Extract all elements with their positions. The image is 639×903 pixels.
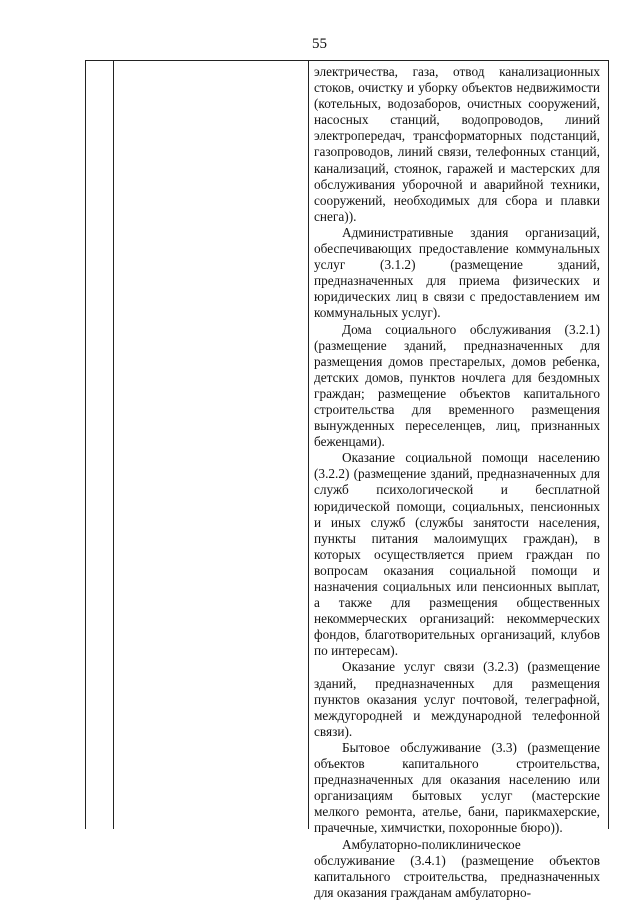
column-divider-2: [308, 61, 309, 829]
paragraph-admin-buildings: Административные здания организаций, обеспечивающих предоставление коммунальных услуг (3.1.2) (размещение зданий, предназначенных для приема физических и юридических лиц в связи с предоставлением им коммунальных услуг).: [314, 224, 600, 321]
page-number: 55: [312, 36, 327, 52]
paragraph-communication-services: Оказание услуг связи (3.2.3) (размещение зданий, предназначенных для размещения пунктов оказания услуг почтовой, телеграфной, междугородней и международной телефонной связи).: [314, 659, 600, 739]
paragraph-consumer-services: Бытовое обслуживание (3.3) (размещение объектов капитального строительства, предназначенных для оказания населению или организациям бытовых услуг (мастерские мелкого ремонта, ателье, бани, парикмахерские, прачечные, химчистки, похоронные бюро)).: [314, 739, 600, 836]
paragraph-social-assistance: Оказание социальной помощи населению (3.2.2) (размещение зданий, предназначенных для служб психологической и бесплатной юридической помощи, социальных, пенсионных и иных служб (службы занятости населения, пункты питания малоимущих граждан), в которых осуществляется прием граждан по вопросам оказания социальной помощи и назначения социальных или пенсионных выплат, а также для размещения общественных некоммерческих организаций: некоммерческих фондов, благотворительных организаций, клубов по интересам).: [314, 450, 600, 659]
paragraph-outpatient-services: Амбулаторно-поликлиническое обслуживание (3.4.1) (размещение объектов капитального строительства, предназначенных для оказания гражданам амбулаторно-: [314, 836, 600, 900]
column-divider-1: [113, 61, 114, 829]
table-cell-text: [314, 64, 600, 901]
regulation-table: [85, 60, 609, 900]
paragraph-social-service-homes: Дома социального обслуживания (3.2.1) (размещение зданий, предназначенных для размещения домов престарелых, домов ребенка, детских домов, пунктов ночлега для бездомных граждан; размещение объектов капитального строительства для временного размещения вынужденных переселенцев, лиц, признанных беженцами).: [314, 321, 600, 450]
paragraph-continuation: электричества, газа, отвод канализационных стоков, очистку и уборку объектов недвижимости (котельных, водозаборов, очистных сооружений, насосных станций, водопроводов, линий электропередач, трансформаторных подстанций, газопроводов, линий связи, телефонных станций, канализаций, стоянок, гаражей и мастерских для обслуживания уборочной и аварийной техники, сооружений, необходимых для сбора и плавки снега)).: [314, 64, 600, 224]
